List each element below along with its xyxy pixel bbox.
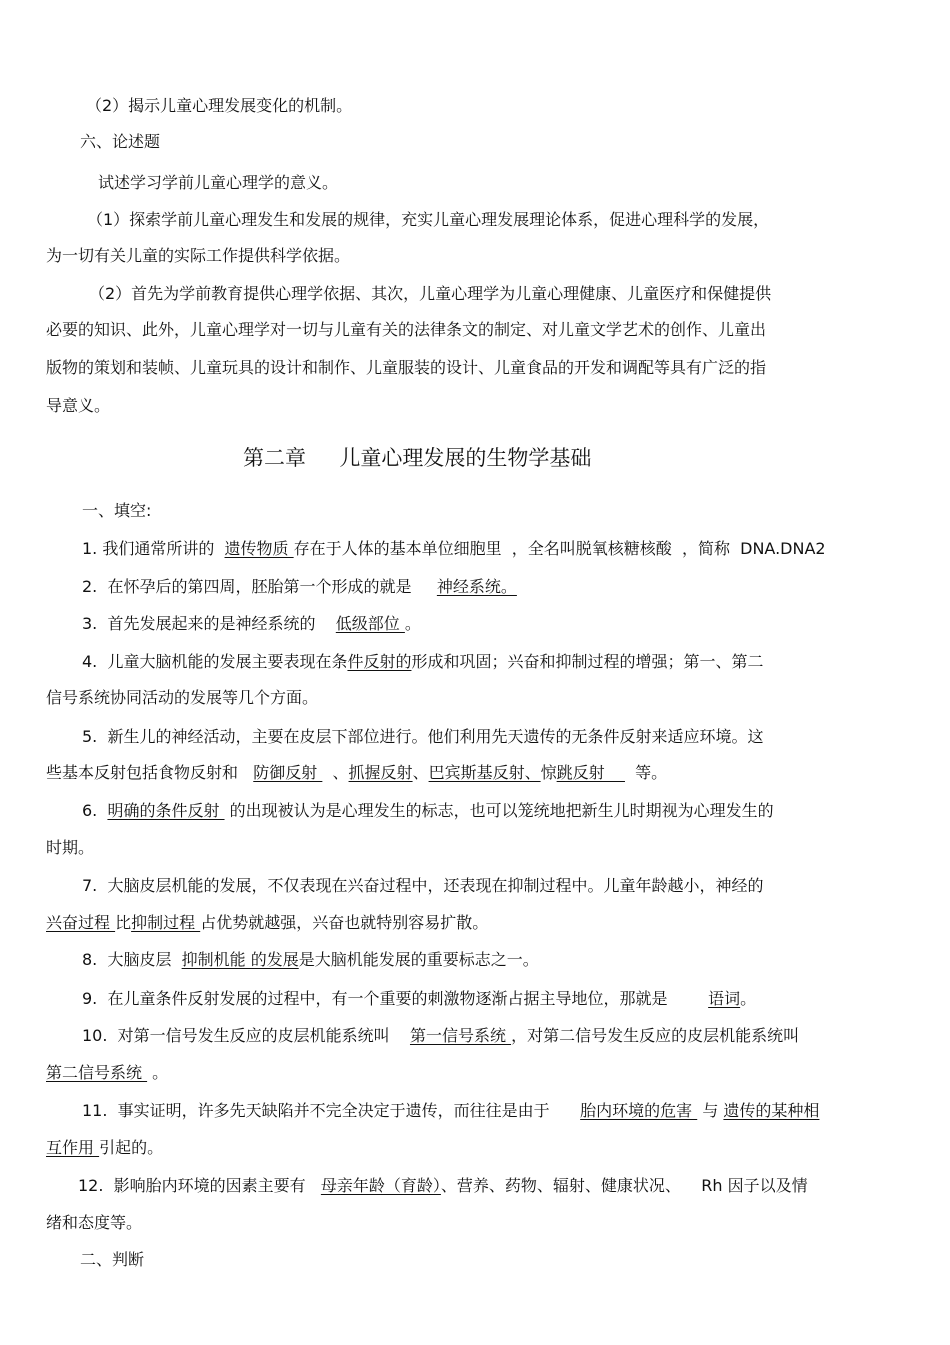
question-5 <box>82 727 763 747</box>
text: 10. 对第一信号发生反应的皮层机能系统叫 <box>82 1026 410 1045</box>
text: 占优势就越强，兴奋也就特别容易扩散。 <box>200 913 489 932</box>
answer: 明确的条件反射 <box>107 801 225 820</box>
text: 与 <box>697 1101 724 1120</box>
text: ，对第二信号发生反应的皮层机能系统叫 <box>511 1026 800 1045</box>
section-heading <box>80 132 160 152</box>
text: （2）揭示儿童心理发展变化的机制。 <box>86 96 353 115</box>
question-9 <box>82 989 756 1009</box>
question-10-cont <box>46 1063 168 1083</box>
chapter-title <box>243 445 591 471</box>
answer: 件反射的 <box>347 652 412 671</box>
section-heading <box>82 501 151 521</box>
title-gap <box>306 446 339 470</box>
text: 比 <box>115 913 132 932</box>
question-7 <box>82 876 763 896</box>
answer: 胎内环境的危害 <box>580 1101 698 1120</box>
text: 12. 影响胎内环境的因素主要有 <box>78 1176 321 1195</box>
question-12 <box>78 1176 808 1196</box>
answer: 巴宾斯基反射、 <box>428 763 541 782</box>
answer: 遗传物质 <box>224 539 294 558</box>
question-1 <box>82 539 826 559</box>
chapter-number: 第二章 <box>243 446 306 470</box>
section-heading <box>80 1250 144 1270</box>
question-2 <box>82 577 517 597</box>
answer: 互作用 <box>46 1138 100 1157</box>
text: 1. 我们通常所讲的 <box>82 539 225 558</box>
text: 导意义。 <box>46 396 111 415</box>
text: 。 <box>740 989 757 1008</box>
question-10 <box>82 1026 799 1046</box>
answer: 跳反射 <box>556 763 625 782</box>
text-line <box>46 396 110 416</box>
question-6-cont <box>46 838 94 858</box>
text: 的出现被认为是心理发生的标志，也可以笼统地把新生儿时期视为心理发生的 <box>224 801 774 820</box>
text-line <box>86 96 352 116</box>
answer: 第二信号系统 <box>46 1063 148 1082</box>
text: 必要的知识、此外，儿童心理学对一切与儿童有关的法律条文的制定、对儿童文学艺术的创作、儿童出 <box>46 320 767 339</box>
text: 版物的策划和装帧、儿童玩具的设计和制作、儿童服装的设计、儿童食品的开发和调配等具有广泛的指 <box>46 358 767 377</box>
answer: 神经系统。 <box>436 577 517 596</box>
text: 是大脑机能发展的重要标志之一。 <box>298 950 539 969</box>
question-7-cont <box>46 913 488 933</box>
answer: 母亲年龄（育龄） <box>320 1176 441 1195</box>
answer: 抑制过程 <box>131 913 201 932</box>
text: 、营养、药物、辐射、健康状况、 Rh 因子以及情 <box>440 1176 808 1195</box>
text-line <box>87 210 769 230</box>
text: 2. 在怀孕后的第四周，胚胎第一个形成的就是 <box>82 577 437 596</box>
text: 8. 大脑皮层 <box>82 950 182 969</box>
question-5-cont <box>46 763 667 783</box>
text: 、 <box>412 763 429 782</box>
text: （1）探索学前儿童心理发生和发展的规律，充实儿童心理发展理论体系，促进心理科学的发展， <box>87 210 770 229</box>
answer: 低级部位 <box>335 614 405 633</box>
question-8 <box>82 950 539 970</box>
text: 六、论述题 <box>80 132 161 151</box>
text: 引起的。 <box>99 1138 164 1157</box>
answer: 防御反射 <box>253 763 323 782</box>
question-3 <box>82 614 421 634</box>
text: 为一切有关儿童的实际工作提供科学依据。 <box>46 246 351 265</box>
question-11-cont <box>46 1138 163 1158</box>
text: 9. 在儿童条件反射发展的过程中，有一个重要的刺激物逐渐占据主导地位，那就是 <box>82 989 709 1008</box>
question-11 <box>82 1101 819 1121</box>
answer: 抓握反射 <box>348 763 413 782</box>
text: 。 <box>147 1063 169 1082</box>
text: 一、填空: <box>82 501 152 520</box>
answer: 兴奋过程 <box>46 913 116 932</box>
text: 、 <box>322 763 349 782</box>
text: 时期。 <box>46 838 95 857</box>
text: 11. 事实证明，许多先天缺陷并不完全决定于遗传，而往往是由于 <box>82 1101 581 1120</box>
text: 形成和巩固；兴奋和抑制过程的增强；第一、第二 <box>411 652 764 671</box>
answer: 遗传的某种相 <box>723 1101 820 1120</box>
question-12-cont <box>46 1213 142 1233</box>
text: 绪和态度等。 <box>46 1213 143 1232</box>
text: 存在于人体的基本单位细胞里 ，全名叫脱氧核糖核酸 ，简称 DNA.DNA2 <box>293 539 826 558</box>
text-line <box>46 320 766 340</box>
text: 3. 首先发展起来的是神经系统的 <box>82 614 336 633</box>
text: 试述学习学前儿童心理学的意义。 <box>98 173 339 192</box>
text: 7. 大脑皮层机能的发展，不仅表现在兴奋过程中，还表现在抑制过程中。儿童年龄越小，神经的 <box>82 876 764 895</box>
text: 6. <box>82 801 108 820</box>
chapter-name: 儿童心理发展的生物学基础 <box>339 446 592 470</box>
answer: 第一信号系统 <box>409 1026 512 1045</box>
text-line <box>89 284 771 304</box>
text: 。 <box>404 614 421 633</box>
answer: 抑制机能 的发展 <box>181 950 299 969</box>
text: 些基本反射包括食物反射和 <box>46 763 254 782</box>
text: （2）首先为学前教育提供心理学依据、其次，儿童心理学为儿童心理健康、儿童医疗和保健提供 <box>89 284 772 303</box>
answer: 语词 <box>708 989 741 1008</box>
text: 惊 <box>540 763 557 782</box>
text-line <box>46 246 350 266</box>
text-line <box>46 358 766 378</box>
text: 5. 新生儿的神经活动，主要在皮层下部位进行。他们利用先天遗传的无条件反射来适应环境。这 <box>82 727 764 746</box>
question-text <box>98 173 338 193</box>
text: 4. 儿童大脑机能的发展主要表现在条 <box>82 652 348 671</box>
question-4-cont <box>46 688 318 708</box>
question-4 <box>82 652 763 672</box>
text: 二、判断 <box>80 1250 145 1269</box>
text: 等。 <box>624 763 668 782</box>
text: 信号系统协同活动的发展等几个方面。 <box>46 688 319 707</box>
question-6 <box>82 801 774 821</box>
